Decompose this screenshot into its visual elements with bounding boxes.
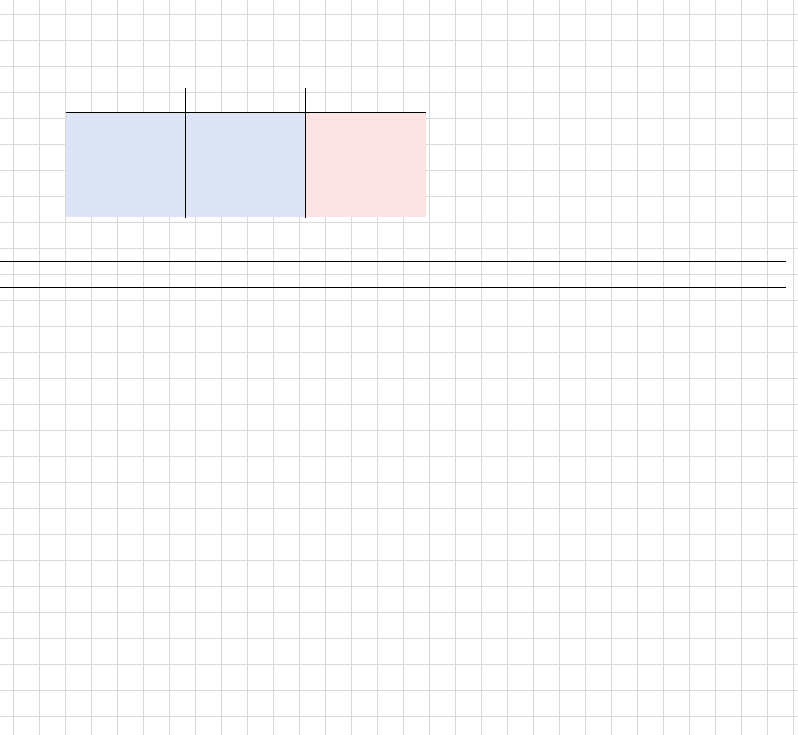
input-block-background <box>66 113 306 217</box>
round-table-top-border <box>0 261 786 262</box>
divider-plain-key <box>185 88 186 218</box>
divider-key-cipher <box>305 88 306 218</box>
top-header-underline <box>66 112 426 113</box>
output-block-background <box>306 113 426 217</box>
round-table-header-border <box>0 287 786 288</box>
